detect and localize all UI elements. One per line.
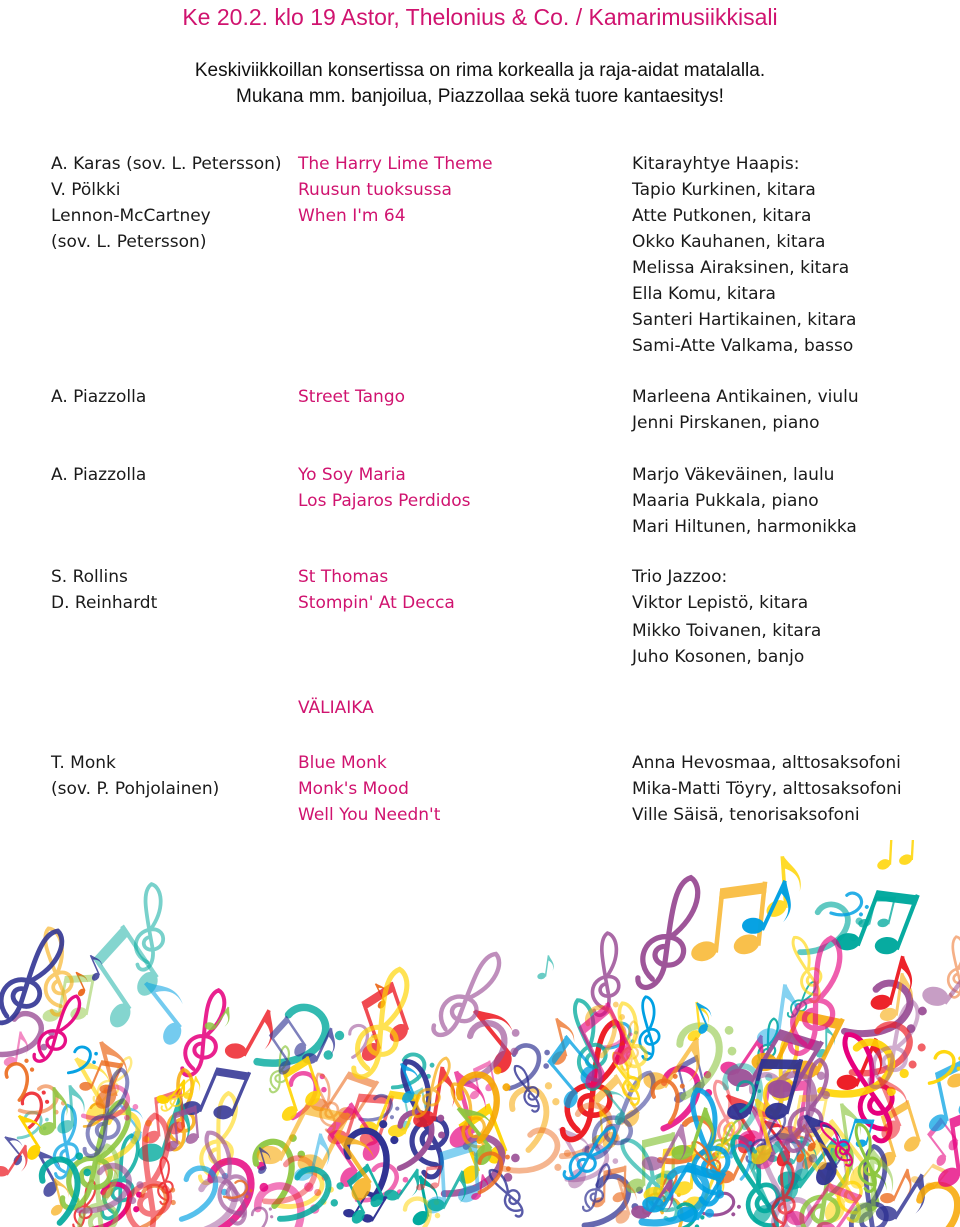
music-note-icon [536, 954, 556, 982]
work-title: St Thomas [298, 567, 389, 587]
program-row [0, 802, 960, 828]
music-note-icon [135, 884, 164, 970]
music-note-icon [830, 872, 922, 972]
music-note-icon [633, 871, 708, 996]
composer: D. Reinhardt [51, 593, 158, 613]
composer: (sov. P. Pohjolainen) [51, 779, 220, 799]
program-row [0, 281, 960, 307]
program-row [0, 590, 960, 616]
performer: Ella Komu, kitara [632, 284, 776, 304]
composer: A. Karas (sov. L. Petersson) [51, 154, 282, 174]
intermission-row [0, 695, 960, 721]
work-title: Monk's Mood [298, 779, 409, 799]
intro-line: Keskiviikkoillan konsertissa on rima korkealla ja raja-aidat matalalla. [194, 60, 766, 81]
intro-line: Mukana mm. banjoilua, Piazzollaa sekä tuore kantaesitys! [236, 86, 724, 107]
program-row [0, 177, 960, 203]
program-row [0, 514, 960, 540]
performer: Juho Kosonen, banjo [632, 647, 805, 667]
program-row [0, 255, 960, 281]
program-row [0, 750, 960, 776]
page-title: Ke 20.2. klo 19 Astor, Thelonius & Co. / Kamarimusiikkisali [182, 4, 778, 30]
music-notes-decoration [0, 840, 960, 1227]
music-note-icon [635, 996, 661, 1060]
music-note-icon [34, 926, 77, 1016]
performer: Mari Hiltunen, harmonikka [632, 517, 857, 537]
composer: S. Rollins [51, 567, 128, 587]
work-title: When I'm 64 [298, 206, 406, 226]
composer: A. Piazzolla [51, 387, 147, 407]
performer: Marjo Väkeväinen, laulu [632, 465, 835, 485]
program-row [0, 151, 960, 177]
work-title: Street Tango [298, 387, 406, 407]
work-title: Blue Monk [298, 753, 387, 773]
work-title: The Harry Lime Theme [298, 154, 493, 174]
program-row [0, 203, 960, 229]
program-row [0, 488, 960, 514]
music-note-icon [682, 1001, 711, 1044]
performer: Okko Kauhanen, kitara [632, 232, 826, 252]
composer: V. Pölkki [51, 180, 121, 200]
intro-text [0, 58, 960, 110]
music-note-icon [540, 1015, 580, 1068]
performer: Sami-Atte Valkama, basso [632, 336, 854, 356]
composer: A. Piazzolla [51, 465, 147, 485]
intermission-label: VÄLIAIKA [298, 698, 374, 718]
performer: Atte Putkonen, kitara [632, 206, 812, 226]
music-note-icon [179, 986, 232, 1081]
performer: Santeri Hartikainen, kitara [632, 310, 857, 330]
program-row [0, 618, 960, 644]
performer: Jenni Pirskanen, piano [632, 413, 820, 433]
program-row [0, 333, 960, 359]
performer: Marleena Antikainen, viulu [632, 387, 859, 407]
program-row [0, 384, 960, 410]
composer: Lennon-McCartney [51, 206, 211, 226]
performer: Tapio Kurkinen, kitara [632, 180, 816, 200]
work-title: Yo Soy Maria [298, 465, 406, 485]
program-row [0, 776, 960, 802]
performer: Anna Hevosmaa, alttosaksofoni [632, 753, 901, 773]
performer: Trio Jazzoo: [632, 567, 728, 587]
program-row [0, 307, 960, 333]
composer: T. Monk [51, 753, 116, 773]
performer: Melissa Airaksinen, kitara [632, 258, 850, 278]
music-note-icon [181, 1167, 228, 1221]
work-title: Ruusun tuoksussa [298, 180, 452, 200]
performer: Kitarayhtye Haapis: [632, 154, 800, 174]
performer: Ville Säisä, tenorisaksofoni [632, 805, 860, 825]
work-title: Well You Needn't [298, 805, 441, 825]
music-note-icon [126, 1114, 174, 1227]
work-title: Stompin' At Decca [298, 593, 455, 613]
program-row [0, 229, 960, 255]
performer: Mika-Matti Töyry, alttosaksofoni [632, 779, 902, 799]
work-title: Los Pajaros Perdidos [298, 491, 471, 511]
performer: Mikko Toivanen, kitara [632, 621, 822, 641]
music-note-icon [875, 840, 916, 873]
program-row [0, 644, 960, 670]
program-row [0, 564, 960, 590]
performer: Viktor Lepistö, kitara [632, 593, 809, 613]
performer: Maaria Pukkala, piano [632, 491, 819, 511]
composer: (sov. L. Petersson) [51, 232, 207, 252]
program-row [0, 410, 960, 436]
music-note-icon [250, 1206, 276, 1227]
program-row [0, 462, 960, 488]
